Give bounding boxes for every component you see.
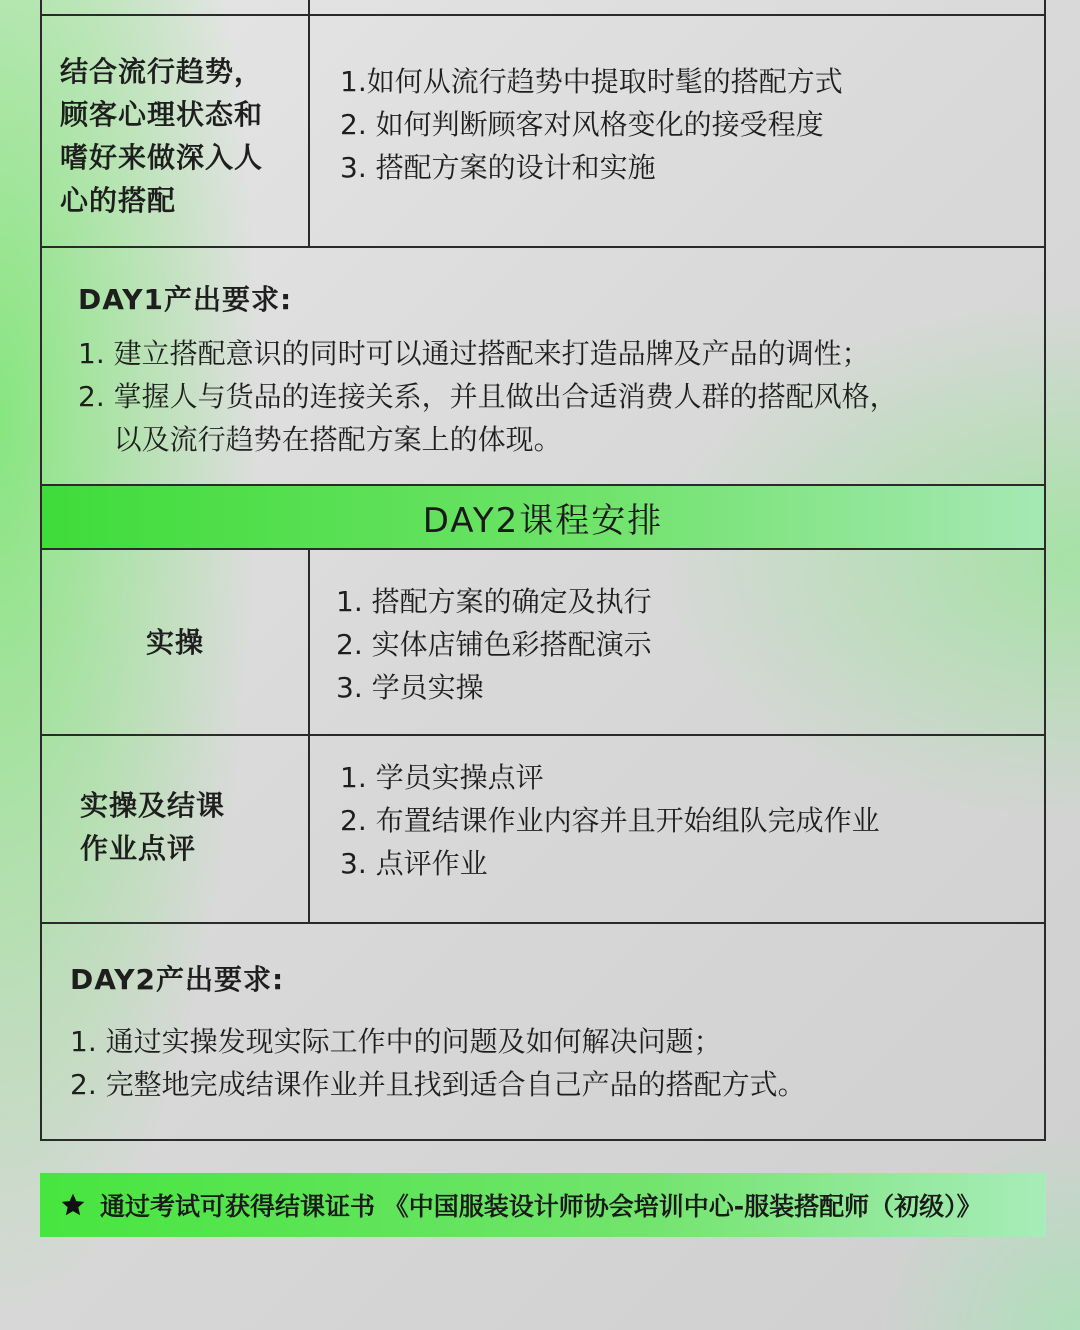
row-label-line: 嗜好来做深入人 [60,141,264,174]
list-item: 1. 学员实操点评 [340,761,544,794]
list-item: 3. 学员实操 [336,671,484,704]
day1-output-title: DAY1产出要求: [78,283,293,316]
table-row-day1-trend [42,16,1044,248]
list-item: 3. 搭配方案的设计和实施 [340,151,656,184]
row-label-line: 实操及结课 [80,789,226,822]
row-label-line: 作业点评 [80,832,197,865]
day2-output-list [70,1020,1044,1106]
list-item: 2. 掌握人与货品的连接关系，并且做出合适消费人群的搭配风格， [78,380,898,413]
day2-output-title: DAY2产出要求: [70,963,285,996]
column-divider [308,0,310,14]
course-table [40,0,1046,1141]
row-label-line: 顾客心理状态和 [60,98,264,131]
table-row-review [42,736,1044,924]
certificate-text: 通过考试可获得结课证书 《中国服装设计师协会培训中心-服装搭配师（初级）》 [100,1192,982,1221]
row-label [42,736,308,922]
list-item: 2. 完整地完成结课作业并且找到适合自己产品的搭配方式。 [70,1068,806,1101]
table-row-practice [42,550,1044,736]
list-item: 3. 点评作业 [340,847,488,880]
row-items [310,16,1044,246]
row-label [42,16,308,246]
list-item: 以及流行趋势在搭配方案上的体现。 [78,423,562,456]
row-label-line: 实操 [145,625,204,659]
list-item: 1.如何从流行趋势中提取时髦的搭配方式 [340,65,843,98]
row-label-line: 结合流行趋势， [60,55,264,88]
day2-output-section [42,924,1044,1139]
row-label [42,550,308,734]
table-row-top-partial [42,0,1044,16]
day1-output-list [78,332,1044,461]
list-item: 2. 如何判断顾客对风格变化的接受程度 [340,108,824,141]
day2-section-header [42,486,1044,550]
star-icon [60,1192,86,1218]
row-items [310,736,1044,922]
row-items [310,550,1044,734]
row-label-line: 心的搭配 [60,184,177,217]
certificate-banner [40,1173,1046,1237]
list-item: 1. 建立搭配意识的同时可以通过搭配来打造品牌及产品的调性； [78,337,870,370]
day1-output-section [42,248,1044,486]
day2-header-text: DAY2课程安排 [422,500,664,541]
list-item: 2. 实体店铺色彩搭配演示 [336,628,652,661]
list-item: 1. 搭配方案的确定及执行 [336,585,652,618]
list-item: 1. 通过实操发现实际工作中的问题及如何解决问题； [70,1025,722,1058]
list-item: 2. 布置结课作业内容并且开始组队完成作业 [340,804,880,837]
